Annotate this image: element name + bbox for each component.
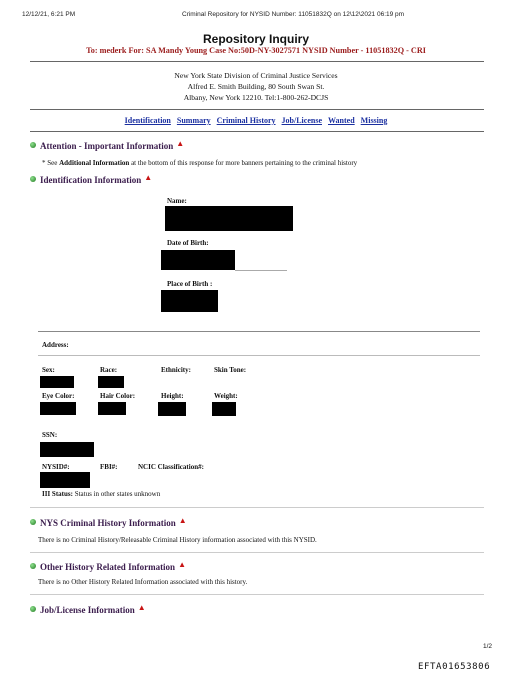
document-id: EFTA01653806 [418, 662, 491, 672]
other-history-text: There is no Other History Related Information associated with this history. [38, 578, 248, 586]
green-bullet-icon [30, 606, 36, 612]
weight-label: Weight: [214, 392, 238, 400]
redaction-box [40, 442, 94, 457]
identification-heading: Identification Information ▲ [30, 173, 152, 185]
address-label: Address: [42, 341, 69, 349]
ncic-label: NCIC Classification#: [138, 463, 204, 471]
redaction-box [161, 250, 235, 270]
iii-status: III Status: Status in other states unknown [42, 490, 161, 498]
redaction-box [98, 376, 124, 388]
divider [38, 331, 480, 332]
green-bullet-icon [30, 519, 36, 525]
nys-history-text: There is no Criminal History/Releasable Criminal History information associated with this NYSID. [38, 536, 317, 544]
up-arrow-icon[interactable]: ▲ [178, 516, 187, 525]
underline [235, 270, 287, 271]
divider [30, 507, 484, 508]
section-nav [0, 116, 512, 125]
redaction-box [40, 472, 90, 488]
request-subtitle: To: mederk For: SA Mandy Young Case No:50D-NY-3027571 NYSID Number - 11051832Q - CRI [86, 46, 426, 55]
up-arrow-icon[interactable]: ▲ [144, 173, 153, 182]
nav-missing[interactable]: Missing [360, 116, 388, 125]
fbi-label: FBI#: [100, 463, 118, 471]
agency-address: Alfred E. Smith Building, 80 South Swan St. [187, 82, 325, 91]
race-label: Race: [100, 366, 118, 374]
dob-label: Date of Birth: [167, 239, 209, 247]
page-number: 1/2 [483, 643, 493, 650]
attention-heading: Attention - Important Information ▲ [30, 139, 184, 151]
agency-name: New York State Division of Criminal Justice Services [174, 71, 338, 80]
skin-tone-label: Skin Tone: [214, 366, 247, 374]
up-arrow-icon[interactable]: ▲ [176, 139, 185, 148]
divider [30, 594, 484, 595]
divider [38, 355, 480, 356]
nav-criminal-history[interactable]: Criminal History [216, 116, 276, 125]
hair-color-label: Hair Color: [100, 392, 136, 400]
pob-label: Place of Birth : [167, 280, 213, 288]
up-arrow-icon[interactable]: ▲ [137, 603, 146, 612]
divider [30, 131, 484, 132]
eye-color-label: Eye Color: [42, 392, 75, 400]
nav-summary[interactable]: Summary [176, 116, 211, 125]
redaction-box [40, 402, 76, 415]
sex-label: Sex: [42, 366, 55, 374]
nysid-label: NYSID#: [42, 463, 70, 471]
job-license-heading: Job/License Information ▲ [30, 603, 146, 615]
ethnicity-label: Ethnicity: [161, 366, 191, 374]
redaction-box [98, 402, 126, 415]
redaction-box [212, 402, 236, 416]
height-label: Height: [161, 392, 184, 400]
nav-identification[interactable]: Identification [124, 116, 171, 125]
divider [30, 552, 484, 553]
divider [30, 61, 484, 62]
nys-history-heading: NYS Criminal History Information ▲ [30, 516, 187, 528]
agency-city-phone: Albany, New York 12210. Tel:1-800-262-DCJS [183, 93, 329, 102]
redaction-box [40, 376, 74, 388]
ssn-label: SSN: [42, 431, 58, 439]
nav-job-license[interactable]: Job/License [281, 116, 322, 125]
redaction-box [158, 402, 186, 416]
divider [30, 109, 484, 110]
green-bullet-icon [30, 142, 36, 148]
green-bullet-icon [30, 176, 36, 182]
redaction-box [165, 206, 293, 231]
attention-note: * See Additional Information at the bottom of this response for more banners pertaining to the criminal history [42, 159, 358, 167]
print-datetime: 12/12/21, 6:21 PM [22, 11, 76, 18]
up-arrow-icon[interactable]: ▲ [178, 560, 186, 569]
nav-wanted[interactable]: Wanted [328, 116, 355, 125]
print-page-title: Criminal Repository for NYSID Number: 11051832Q on 12\12\2021 06:19 pm [182, 11, 405, 18]
redaction-box [161, 290, 218, 312]
other-history-heading: Other History Related Information ▲ [30, 560, 186, 572]
page-title: Repository Inquiry [202, 32, 309, 46]
name-label: Name: [167, 197, 187, 205]
green-bullet-icon [30, 563, 36, 569]
